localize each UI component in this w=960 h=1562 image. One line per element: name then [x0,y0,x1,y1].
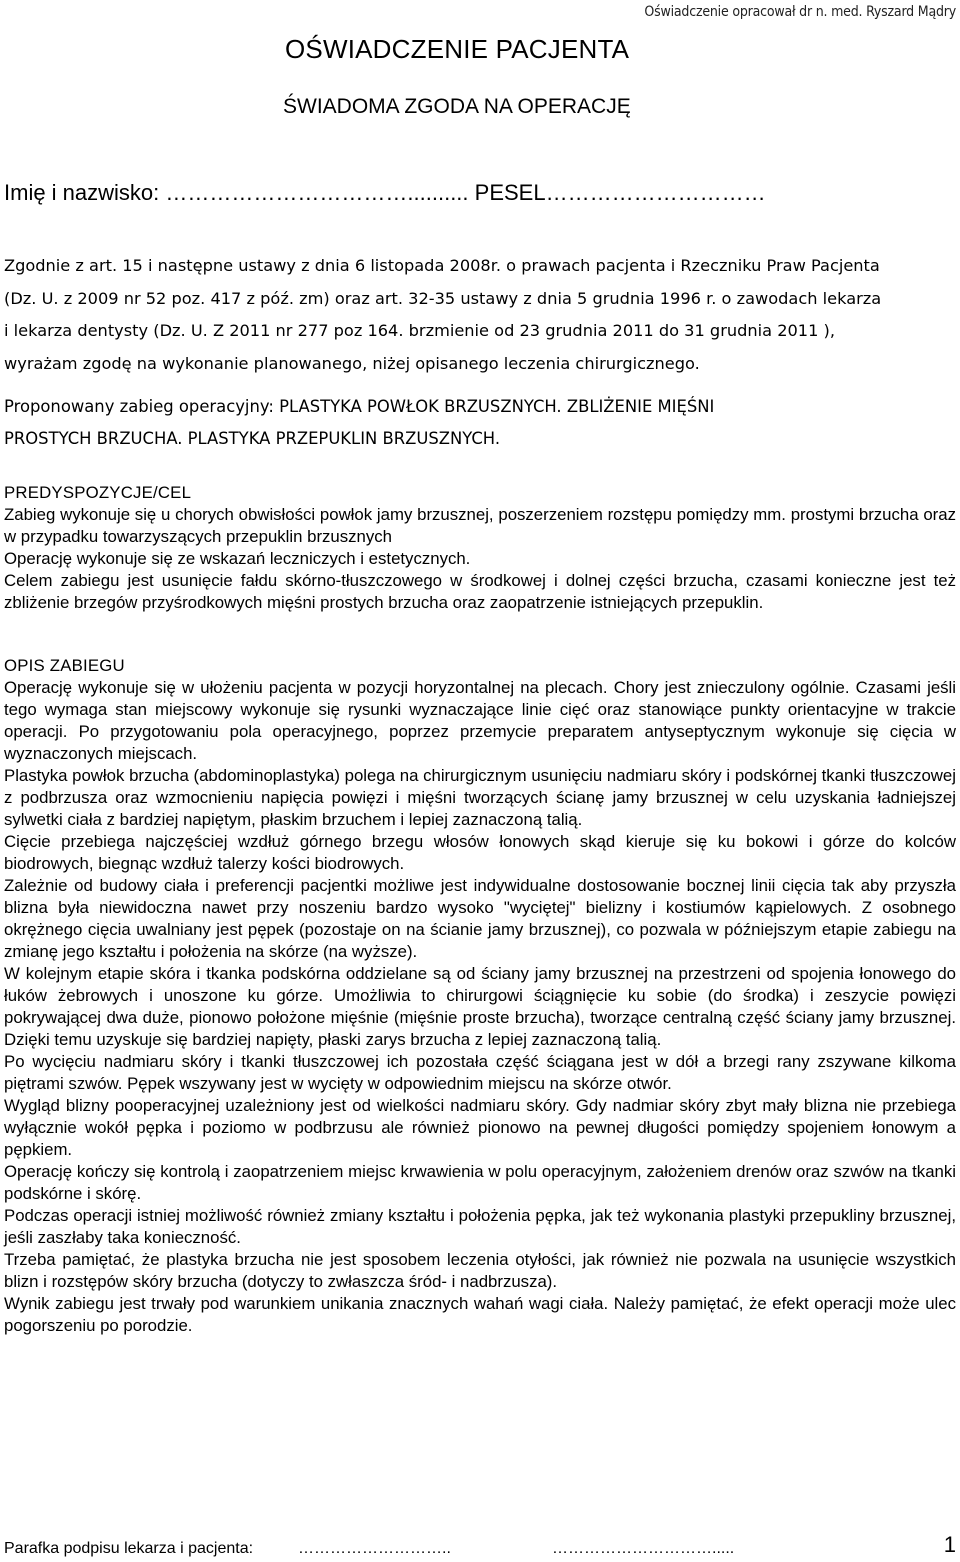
paragraph: W kolejnym etapie skóra i tkanka podskórna oddzielane są od ściany jamy brzusznej na przestrzeni od spojenia łonowego do łuków żebrowych i unoszone ku górze. Umożliwia to chirurgowi ściągnięcie ku sobie (do środka) i zeszycie powięzi pokrywającej dwa duże, pionowo położone mięśnie (mięśnie proste brzucha), tworzące centralną część ściany jamy brzusznej. Dzięki temu uzyskuje się bardziej napięty, płaski zarys brzucha z lepiej zaznaczoną talią. [4,964,956,1049]
paragraph: Zabieg wykonuje się u chorych obwisłości powłok jamy brzusznej, poszerzeniem rozstępu pomiędzy mm. prostymi brzucha oraz w przypadku towarzyszących przepuklin brzusznych [4,505,956,546]
paragraph: Operację wykonuje się w ułożeniu pacjenta w pozycji horyzontalnej na plecach. Chory jest znieczulony ogólnie. Czasami jeśli tego wymaga stan miejscowy wykonuje się rysunki wyznaczające linie cięć oraz stanowiące punkty orientacyjne w trakcie operacji. Po przygotowaniu pola operacyjnego, poprzez przemycie preparatem antyseptycznym wykonuje się cięcia w wyznaczonych miejscach. [4,678,956,763]
signature-label: Parafka podpisu lekarza i pacjenta: [4,1540,254,1557]
procedure-line: Proponowany zabieg operacyjny: PLASTYKA POWŁOK BRZUSZNYCH. ZBLIŻENIE MIĘŚNI [4,397,715,416]
paragraph: Zależnie od budowy ciała i preferencji pacjentki możliwe jest indywidualne dostosowanie bocznej linii cięcia tak aby przyszła blizna była niewidoczna nawet przy noszeniu bardzo wysoko "wyciętej" bielizny i kostiumów kąpielowych. Z osobnego okrężnego cięcia uwalniany jest pępek (pozostaje on na ścianie jamy brzusznej), co pozwala w późniejszym etapie zabiegu na zmianę jego kształtu i położenia na skórze (na wyższe). [4,876,956,961]
paragraph: Podczas operacji istniej możliwość również zmiany kształtu i położenia pępka, jak też wykonania plastyki przepukliny brzusznej, jeśli zaszłaby taka konieczność. [4,1206,956,1247]
patient-identity-line [4,180,766,206]
doctor-signature-field[interactable]: ……………………….. [298,1540,451,1557]
paragraph: Operację kończy się kontrolą i zaopatrzeniem miejsc krwawienia w polu operacyjnym, założeniem drenów oraz szwów na tkanki podskórne i skórę. [4,1162,956,1203]
paragraph: Wynik zabiegu jest trwały pod warunkiem unikania znacznych wahań wagi ciała. Należy pamiętać, że efekt operacji może ulec pogorszeniu po porodzie. [4,1294,956,1335]
paragraph: Plastyka powłok brzucha (abdominoplastyka) polega na chirurgicznym usunięciu nadmiaru skóry i podskórnej tkanki tłuszczowej z podbrzusza oraz wzmocnieniu napięcia powięzi i mięśni tworzących ścianę jamy brzusznej w celu uzyskania ładniejszej sylwetki ciała z bardziej napiętym, płaskim brzuchem i lepiej zaznaczoną talią. [4,766,956,829]
paragraph: Po wycięciu nadmiaru skóry i tkanki tłuszczowej ich pozostała część ściągana jest w dół a brzegi rany zszywane kilkoma piętrami szwów. Pępek wszywany jest w wycięty w odpowiednim miejscu na skórze otwór. [4,1052,956,1093]
paragraph: Cięcie przebiega najczęściej wzdłuż górnego brzegu włosów łonowych skąd kieruje się ku bokowi i górze do kolców biodrowych, biegnąc wzdłuż talerzy kości biodrowych. [4,832,956,873]
section-heading: PREDYSPOZYCJE/CEL [4,483,192,502]
legal-basis [4,250,954,380]
patient-signature-field[interactable]: …………………………..... [552,1540,735,1557]
paragraph: Wygląd blizny pooperacyjnej uzależniony jest od wielkości nadmiaru skóry. Gdy nadmiar skóry zbyt mały blizna nie przebiega wyłącznie wokół pępka i poziomo w podbrzusu ale również pionowo na pewnej długości pomiędzy spojeniem łonowym a pępkiem. [4,1096,956,1159]
paragraph: Operację wykonuje się ze wskazań leczniczych i estetycznych. [4,549,471,568]
legal-line: i lekarza dentysty (Dz. U. Z 2011 nr 277 poz 164. brzmienie od 23 grudnia 2011 do 31 grudnia 2011 ), [4,321,836,340]
document-title: OŚWIADCZENIE PACJENTA [285,34,630,64]
page-number: 1 [943,1532,956,1557]
section-heading: OPIS ZABIEGU [4,656,125,675]
legal-line: (Dz. U. z 2009 nr 52 poz. 417 z póź. zm) oraz art. 32-35 ustawy z dnia 5 grudnia 1996 r. o zawodach lekarza [4,288,882,308]
legal-line: wyrażam zgodę na wykonanie planowanego, niżej opisanego leczenia chirurgicznego. [4,353,700,373]
document-subtitle: ŚWIADOMA ZGODA NA OPERACJĘ [283,95,631,118]
proposed-procedure [4,391,954,455]
description-section [4,655,956,1337]
paragraph: Trzeba pamiętać, że plastyka brzucha nie jest sposobem leczenia otyłości, jak również nie pozwala na usunięcie wszystkich blizn i rozstępów skóry brzucha (dotyczy to zwłaszcza śród- i nadbrzusza). [4,1250,956,1291]
legal-line: Zgodnie z art. 15 i następne ustawy z dnia 6 listopada 2008r. o prawach pacjenta i Rzeczniku Praw Pacjenta [4,256,880,275]
name-field[interactable]: …………………………….......... [165,180,469,205]
paragraph: Celem zabiegu jest usunięcie fałdu skórno-tłuszczowego w środkowej i dolnej części brzucha, czasami konieczne jest też zbliżenie brzegów przyśrodkowych mięśni prostych brzucha oraz zaopatrzenie istniejących przepuklin. [4,571,956,612]
procedure-line: PROSTYCH BRZUCHA. PLASTYKA PRZEPUKLIN BRZUSZNYCH. [4,429,501,448]
predispositions-section [4,482,956,614]
name-label: Imię i nazwisko: [4,180,160,205]
pesel-field[interactable]: ………………………… [545,180,766,205]
pesel-label: PESEL [474,180,546,205]
signature-footer [4,1540,735,1558]
author-note: Oświadczenie opracował dr n. med. Ryszard Mądry [644,4,956,20]
